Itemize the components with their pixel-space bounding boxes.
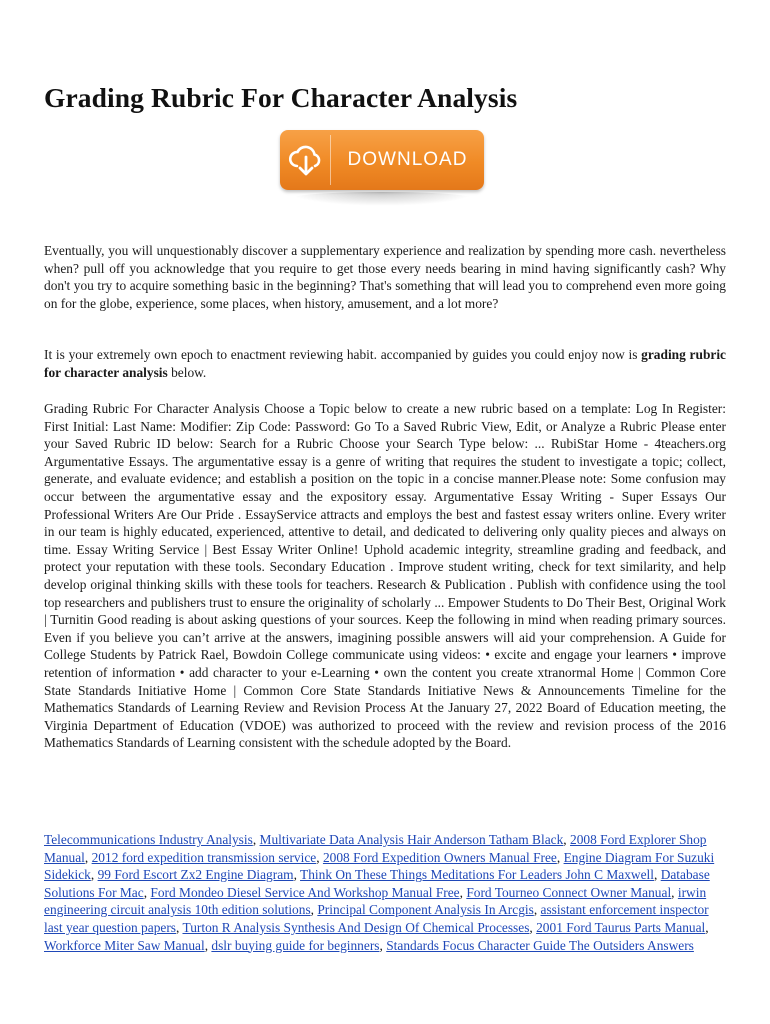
related-link[interactable]: 2008 Ford Expedition Owners Manual Free [322,849,557,865]
related-link[interactable]: Ford Mondeo Diesel Service And Workshop Manual Free [150,884,460,900]
link-separator: , [176,919,183,935]
link-separator: , [293,867,301,883]
related-link[interactable]: Workforce Miter Saw Manual [44,937,205,953]
related-link[interactable]: 2012 ford expedition transmission service [91,849,317,865]
related-link[interactable]: Think On These Things Meditations For Leaders John C Maxwell [300,867,654,883]
link-separator: , [705,919,709,935]
link-separator: , [671,884,678,900]
download-shadow [288,192,476,206]
related-link[interactable]: 99 Ford Escort Zx2 Engine Diagram [97,867,294,883]
second-paragraph [44,346,726,381]
intro-paragraph: Eventually, you will unquestionably discover a supplementary experience and realization by spending more cash. nevertheless when? pull off you acknowledge that you require to get those every needs bearing in mind having significantly cash? Why don't you try to acquire something basic in the beginning? That's something that will lead you to comprehend even more going on for the globe, experience, some places, when history, amusement, and a lot more? [44,243,726,311]
link-separator: , [316,849,323,865]
link-separator: , [556,849,564,865]
link-separator: , [310,902,318,918]
page-title: Grading Rubric For Character Analysis [44,82,518,113]
second-paragraph-start: It is your extremely own epoch to enactment reviewing habit. accompanied by guides you could enjoy now is [44,347,642,362]
link-separator: , [563,832,570,847]
related-link[interactable]: Principal Component Analysis In Arcgis [317,902,534,918]
related-link[interactable]: dslr buying guide for beginners [211,937,380,953]
main-paragraph: Grading Rubric For Character Analysis Choose a Topic below to create a new rubric based on a template: Log In Register: First Initial: Last Name: Modifier: Zip Code: Password: Go To a Saved Rubric View, Edit, or Analyze a Rubric Please enter your Saved Rubric ID below: Search for a Rubric Choose your Search Type below: ... RubiStar Home - 4teachers.org Argumentative Essays. The argumentative essay is a genre of writing that requires the student to investigate a topic; collect, generate, and evaluate evidence; and establish a position on the topic in a concise manner.Please note: Some confusion may occur between the argumentative essay and the expository essay. Argumentative Essay Writing - Super Essays Our Professional Writers Are Our Pride . EssayService attracts and employs the best and fastest essay writers online. Every writer in our team is highly educated, experienced, attentive to detail, and dedicated to delivering only quality pieces and always on time. Essay Writing Service | Best Essay Writer Online! Uphold academic integrity, streamline grading and feedback, and protect your reputation with these tools. Secondary Education . Improve student writing, check for text similarity, and help develop original thinking skills with these tools for teachers. Research & Publication . Publish with confidence using the tool top researchers and publishers trust to ensure the originality of scholarly ... Empower Students to Do Their Best, Original Work | Turnitin Good reading is about asking questions of your sources. Keep the following in mind when reading primary sources. Even if you believe you can’t arrive at the answers, imagining possible answers will aid your comprehension. A Guide for College Students by Patrick Rael, Bowdoin College communicate using videos: • excite and engage your learners • improve retention of information • add character to your e-Learning • own the content you create xtranormal Home | Common Core State Standards Initiative Home | Common Core State Standards Initiative News & Announcements Timeline for the Mathematics Standards of Learning Review and Revision Process At the January 27, 2022 Board of Education meeting, the Virginia Department of Education (VDOE) was authorized to proceed with the review and revision process of the 2016 Mathematics Standards of Learning consistent with the schedule adopted by the Board. [44,401,726,751]
related-link[interactable]: 2008 Ford Explorer Shop Manual [44,832,707,865]
related-link[interactable]: Engine Diagram For Suzuki Sidekick [44,849,715,883]
link-separator: , [459,884,467,900]
related-link[interactable]: 2001 Ford Taurus Parts Manual [536,919,706,935]
link-separator: , [204,937,212,953]
link-separator: , [379,937,387,953]
second-paragraph-end: below. [167,364,207,380]
related-link[interactable]: Turton R Analysis Synthesis And Design Of Chemical Processes [182,919,530,935]
related-link[interactable]: Multivariate Data Analysis Hair Anderson Tatham Black [259,832,564,847]
related-link[interactable]: Telecommunications Industry Analysis [44,832,253,847]
related-link[interactable]: irwin engineering circuit analysis 10th edition solutions [44,884,707,918]
link-separator: , [529,919,537,935]
related-link[interactable]: assistant enforcement inspector last year question papers [44,902,709,935]
link-separator: , [252,832,260,847]
download-button[interactable] [280,130,484,190]
link-separator: , [653,867,661,883]
cloud-download-icon [282,130,330,190]
link-separator: , [90,867,98,883]
related-link[interactable]: Database Solutions For Mac [44,867,710,900]
download-banner [280,130,486,210]
related-links [44,831,726,954]
link-separator: , [533,902,541,918]
related-link[interactable]: Ford Tourneo Connect Owner Manual [466,884,672,900]
bold-book-title: grading rubric for character analysis [44,347,726,380]
link-separator: , [143,884,151,900]
download-label: DOWNLOAD [347,149,468,170]
related-link[interactable]: Standards Focus Character Guide The Outsiders Answers [386,937,694,953]
link-separator: , [84,849,92,865]
